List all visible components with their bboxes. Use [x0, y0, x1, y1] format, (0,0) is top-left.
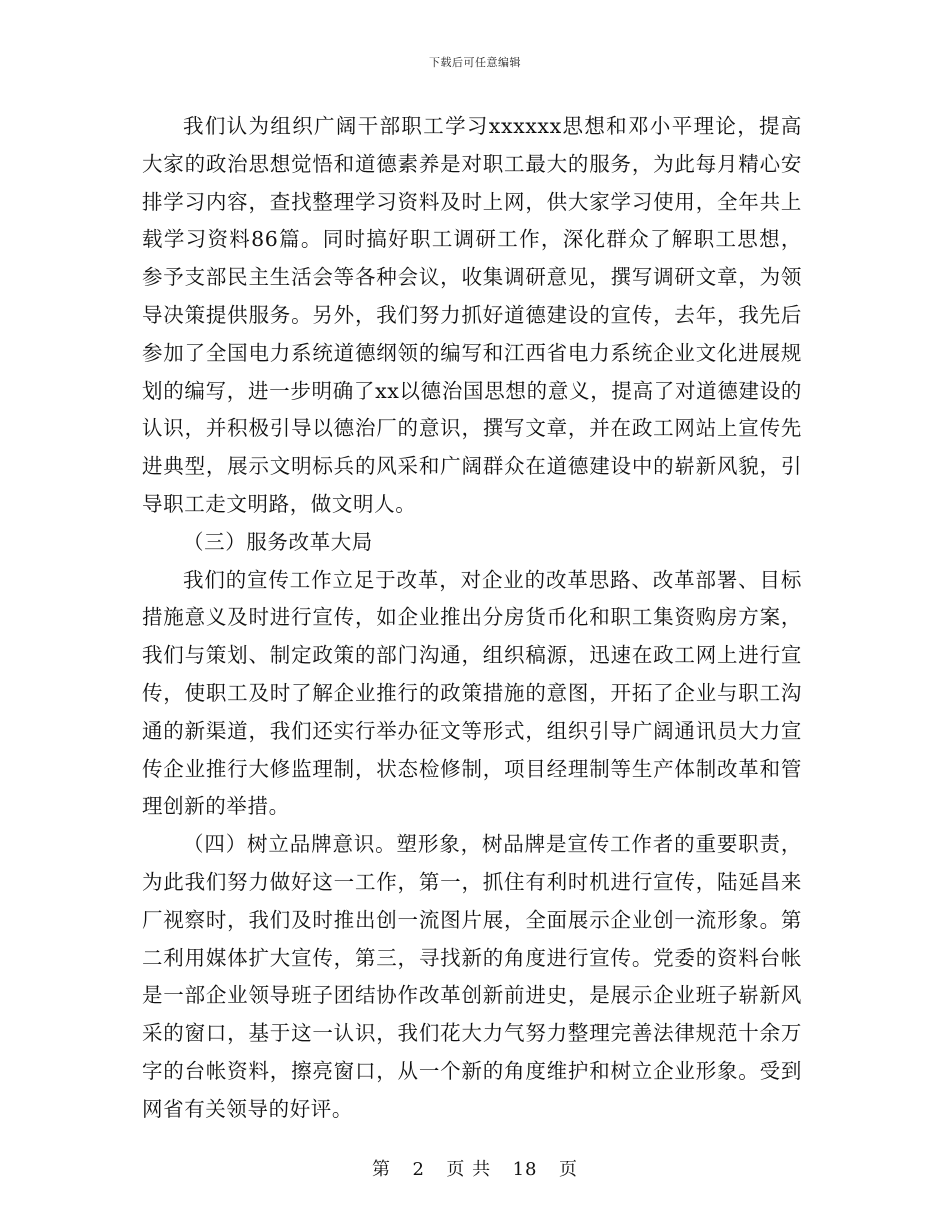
- body-paragraph-3: （四）树立品牌意识。塑形象，树品牌是宣传工作者的重要职责，为此我们努力做好这一工作，第一，抓住有利时机进行宣传，陆延昌来厂视察时，我们及时推出创一流图片展，全面展示企业创一流形象。第二利用媒体扩大宣传，第三，寻找新的角度进行宣传。党委的资料台帐是一部企业领导班子团结协作改革创新前进史，是展示企业班子崭新风采的窗口，基于这一认识，我们花大力气努力整理完善法律规范十余万字的台帐资料，擦亮窗口，从一个新的角度维护和树立企业形象。受到网省有关领导的好评。: [142, 832, 802, 1121]
- page-footer: [0, 1155, 950, 1181]
- section-heading-3: （三）服务改革大局: [183, 529, 373, 554]
- footer-middle: 页 共: [446, 1159, 492, 1180]
- footer-prefix: 第: [372, 1159, 392, 1180]
- body-paragraph-2: 我们的宣传工作立足于改革，对企业的改革思路、改革部署、目标措施意义及时进行宣传，如企业推出分房货币化和职工集资购房方案，我们与策划、制定政策的部门沟通，组织稿源，迅速在政工网上进行宣传，使职工及时了解企业推行的政策措施的意图，开拓了企业与职工沟通的新渠道，我们还实行举办征文等形式，组织引导广阔通讯员大力宣传企业推行大修监理制，状态检修制，项目经理制等生产体制改革和管理创新的举措。: [142, 567, 802, 819]
- document-body: [142, 108, 802, 1129]
- footer-suffix: 页: [558, 1159, 578, 1180]
- body-paragraph-1: 我们认为组织广阔干部职工学习xxxxxx思想和邓小平理论，提高大家的政治思想觉悟和道德素养是对职工最大的服务，为此每月精心安排学习内容，查找整理学习资料及时上网，供大家学习使用，全年共上载学习资料86篇。同时搞好职工调研工作，深化群众了解职工思想，参予支部民主生活会等各种会议，收集调研意见，撰写调研文章，为领导决策提供服务。另外，我们努力抓好道德建设的宣传，去年，我先后参加了全国电力系统道德纲领的编写和江西省电力系统企业文化进展规划的编写，进一步明确了xx以德治国思想的意义，提高了对道德建设的认识，并积极引导以德治厂的意识，撰写文章，并在政工网站上宣传先进典型，展示文明标兵的风采和广阔群众在道德建设中的崭新风貌，引导职工走文明路，做文明人。: [142, 114, 802, 516]
- footer-total-pages: 18: [512, 1159, 538, 1180]
- footer-current-page: 2: [412, 1159, 425, 1180]
- page-header: 下载后可任意编辑: [429, 56, 521, 69]
